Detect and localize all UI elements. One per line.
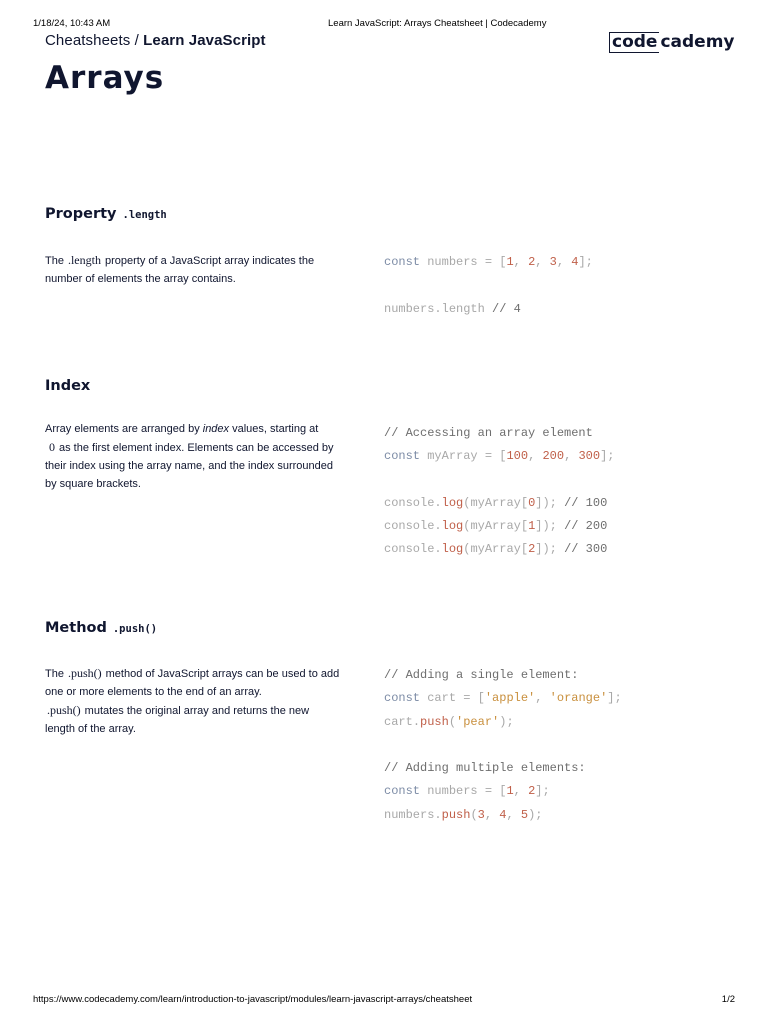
code-token: .	[434, 807, 442, 822]
code-token: length	[441, 301, 485, 316]
code-token: const	[384, 691, 421, 706]
code-token: 'apple'	[484, 691, 536, 706]
code-token: );	[499, 714, 514, 729]
print-doc-title: Learn JavaScript: Arrays Cheatsheet | Codecademy	[328, 18, 547, 29]
code-token: =	[484, 449, 493, 464]
code-token: // Accessing an array element	[384, 426, 593, 440]
desc-text: The	[45, 668, 64, 680]
code-token: ];	[600, 449, 615, 464]
section-title-method	[45, 620, 157, 636]
code-token: 5	[520, 807, 529, 822]
breadcrumb-separator: /	[130, 32, 144, 49]
code-token: =	[484, 255, 493, 269]
code-token: // Adding multiple elements:	[384, 761, 586, 776]
code-token: myArray	[427, 449, 478, 464]
code-token: // Adding a single element:	[384, 668, 579, 682]
code-token: 100	[506, 449, 529, 464]
code-token: // 100	[564, 495, 608, 510]
code-token	[478, 784, 485, 798]
code-token: log	[441, 542, 464, 557]
code-line	[384, 492, 615, 515]
section-description-index	[45, 420, 340, 493]
print-header	[0, 18, 768, 32]
desc-inline-code: .push()	[67, 666, 102, 680]
code-token: 2	[528, 542, 536, 557]
code-token: log	[441, 495, 464, 510]
section-title-property	[45, 206, 167, 222]
code-token: 1	[528, 519, 536, 534]
code-token: 300	[578, 449, 601, 464]
code-token: cart	[384, 714, 413, 729]
code-token: .	[434, 542, 442, 557]
code-line	[384, 664, 622, 687]
code-token: // 300	[564, 542, 608, 557]
desc-inline-code: 0	[49, 440, 55, 454]
code-token: myArray	[470, 519, 521, 534]
code-token: ,	[506, 807, 521, 822]
code-token: 'pear'	[456, 714, 500, 729]
code-token: 1	[506, 784, 514, 799]
code-token: 1	[506, 255, 514, 269]
code-token: // 4	[492, 301, 521, 316]
code-token: const	[384, 255, 421, 269]
code-token: (	[463, 542, 471, 557]
code-token: .	[434, 519, 442, 534]
code-token: ]);	[535, 542, 565, 557]
code-blank-line	[384, 734, 622, 757]
code-token: push	[420, 714, 449, 729]
code-line	[384, 538, 615, 561]
code-token: .	[434, 495, 442, 510]
desc-text: property of a JavaScript array indicates the number of elements the array contains.	[45, 255, 315, 285]
desc-text: as the first element index. Elements can be accessed by their index using the array name, and the index surrounded by square brackets.	[45, 442, 334, 490]
code-token: ,	[535, 691, 550, 706]
code-token: [	[492, 784, 507, 799]
code-line	[384, 298, 593, 321]
code-token: 'orange'	[549, 691, 608, 706]
code-token: push	[441, 807, 471, 822]
code-token: ,	[564, 449, 579, 464]
code-line	[384, 445, 615, 468]
code-token: =	[484, 784, 493, 799]
code-token: // 200	[564, 519, 608, 534]
code-token: ,	[556, 255, 572, 269]
desc-emphasis: index	[202, 423, 230, 435]
code-token: [	[499, 255, 507, 269]
code-token: ,	[513, 255, 529, 269]
code-token: console	[384, 495, 435, 510]
code-token: const	[384, 784, 421, 799]
code-line	[384, 711, 622, 734]
code-block-property	[384, 251, 593, 321]
code-token: numbers	[427, 784, 478, 799]
section-title-text: Method	[45, 620, 107, 636]
print-url: https://www.codecademy.com/learn/introduction-to-javascript/modules/learn-javascript-arrays/cheatsheet	[33, 994, 473, 1005]
code-token: const	[384, 449, 421, 464]
page-title: Arrays	[45, 60, 165, 96]
code-token: ]);	[535, 519, 565, 534]
code-token: console	[384, 519, 435, 534]
code-token: 2	[528, 255, 536, 269]
code-blank-line	[384, 469, 615, 492]
breadcrumb-learn-javascript-link[interactable]: Learn JavaScript	[143, 32, 266, 49]
code-token: (	[448, 714, 457, 729]
breadcrumb	[45, 32, 266, 49]
logo-rest-text: cademy	[660, 32, 735, 52]
code-token: log	[441, 519, 464, 534]
code-token	[478, 449, 485, 463]
code-token: (	[470, 807, 478, 822]
code-token: ,	[484, 807, 500, 822]
code-token: ,	[535, 255, 550, 269]
code-token: 3	[549, 255, 557, 269]
code-blank-line	[384, 274, 593, 297]
code-token: ];	[607, 691, 622, 706]
code-line	[384, 780, 622, 803]
desc-inline-code: .length	[67, 253, 101, 267]
code-token: 0	[528, 495, 536, 510]
section-description-method	[45, 664, 340, 738]
code-token: numbers	[384, 807, 435, 822]
code-token: ,	[528, 449, 543, 464]
code-token: numbers	[384, 301, 435, 316]
code-token: [	[520, 542, 529, 557]
code-token	[485, 302, 492, 316]
code-line	[384, 757, 622, 780]
section-title-index	[45, 378, 90, 394]
print-datetime: 1/18/24, 10:43 AM	[33, 18, 111, 29]
section-title-text: Index	[45, 378, 91, 394]
code-token: [	[520, 519, 529, 534]
code-token: 4	[499, 807, 507, 822]
print-footer	[0, 994, 768, 1008]
code-token: [	[470, 691, 485, 706]
desc-text: method of JavaScript arrays can be used to add one or more elements to the end of an array.	[45, 668, 340, 698]
desc-text: Array elements are arranged by	[45, 423, 200, 435]
code-token: numbers	[427, 255, 478, 269]
code-line	[384, 804, 622, 827]
desc-inline-code: .push()	[47, 703, 81, 717]
code-line	[384, 251, 593, 274]
code-token: (	[463, 495, 471, 510]
print-page-number: 1/2	[721, 994, 735, 1005]
code-token: cart	[427, 691, 457, 706]
code-block-index	[384, 422, 615, 562]
codecademy-logo[interactable]	[609, 31, 735, 53]
code-line	[384, 422, 615, 445]
code-token: (	[463, 519, 471, 534]
code-token: [	[520, 495, 529, 510]
code-token: 2	[528, 784, 536, 799]
logo-boxed-text: code	[609, 32, 659, 53]
desc-text: mutates the original array and returns the new length of the array.	[45, 705, 310, 735]
code-token: myArray	[470, 495, 521, 510]
code-token: myArray	[470, 542, 521, 557]
breadcrumb-cheatsheets-link[interactable]: Cheatsheets	[45, 32, 131, 49]
desc-text: The	[45, 255, 64, 267]
code-token: ];	[578, 255, 593, 269]
section-title-text: Property	[45, 206, 117, 222]
section-title-code: .push()	[112, 623, 158, 635]
code-token: [	[492, 449, 507, 464]
code-token: 3	[477, 807, 485, 822]
code-token: );	[528, 807, 543, 822]
code-token: ];	[535, 784, 550, 799]
code-token: 200	[542, 449, 565, 464]
desc-text: values, starting at	[232, 423, 319, 435]
code-token: 4	[571, 255, 579, 269]
code-token: .	[412, 714, 421, 729]
code-block-method	[384, 664, 622, 827]
code-line	[384, 515, 615, 538]
code-token: ]);	[535, 495, 565, 510]
code-token: .	[434, 301, 442, 316]
section-description-property	[45, 251, 340, 288]
code-token: console	[384, 542, 435, 557]
code-line	[384, 687, 622, 710]
code-token: =	[463, 691, 471, 706]
code-token	[478, 255, 485, 269]
code-token: ,	[513, 784, 529, 799]
section-title-code: .length	[122, 209, 167, 221]
